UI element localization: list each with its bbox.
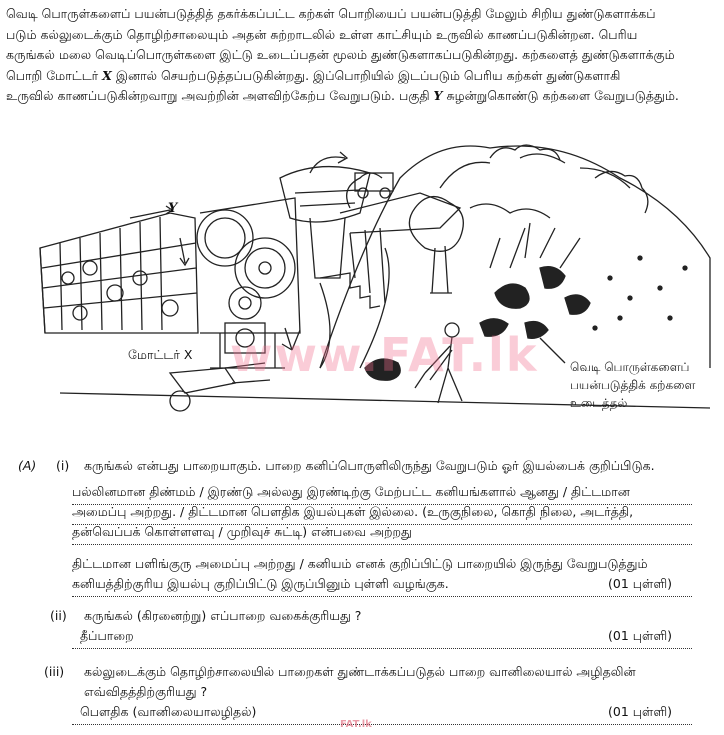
q2-number: (ii) <box>50 608 67 623</box>
footer-watermark: FAT.lk <box>340 719 372 730</box>
dotted-line <box>72 724 692 725</box>
q1-answer-line-2: அமைப்பு அற்றது. / திட்டமான பௌதிக இயல்புகள் இல்லை. (உருகுநிலை, கொதி நிலை, அடர்த்தி, <box>72 504 634 519</box>
watermark: www.FAT.lk <box>230 328 539 382</box>
q2-answer: தீப்பாறை <box>80 628 134 643</box>
dotted-line <box>72 596 692 597</box>
intro-line-2: படும் கல்லுடைக்கும் தொழிற்சாலையும் அதன் சுற்றாடலில் உள்ள காட்சியும் உருவில் காணப்படுகின்றன. பெரிய <box>6 26 638 42</box>
q3-text-line-1: கல்லுடைக்கும் தொழிற்சாலையில் பாறைகள் துண்டாக்கப்படுதல் பாறை வானிலையால் அழிதலின் <box>84 664 636 679</box>
motor-x-label: மோட்டர் X <box>128 347 193 362</box>
dotted-line <box>72 544 692 545</box>
q1-text: கருங்கல் என்பது பாறையாகும். பாறை கனிப்பொருளிலிருந்து வேறுபடும் ஓர் இயல்பைக் குறிப்பிடுக. <box>84 458 655 473</box>
q3-answer: பௌதிக (வானிலையாலழிதல்) <box>80 704 257 719</box>
dotted-line <box>72 648 692 649</box>
intro-line-3: கருங்கல் மலை வெடிப்பொருள்களை இட்டு உடைப்பதன் மூலம் துண்டுகளாகப்படுகின்றது. கற்களைத் துண்டுகளாக்கும் <box>6 47 675 62</box>
q3-marks: (01 புள்ளி) <box>608 704 673 719</box>
intro-line-4: பொறி மோட்டர் X இனால் செயற்படுத்தப்படுகின்றது. இப்பொறியில் இடப்படும் பெரிய கற்கள் துண்டுகளாகி <box>6 67 621 83</box>
q2-marks: (01 புள்ளி) <box>608 628 673 643</box>
section-label: (A) <box>18 458 37 473</box>
intro-line-1: வெடி பொருள்களைப் பயன்படுத்தித் தகர்க்கப்பட்ட கற்கள் பொறியைப் பயன்படுத்தி மேலும் சிறிய துண்டுகளாக்கப் <box>6 6 656 21</box>
q1-answer-line-5: கனியத்திற்குரிய இயல்பு குறிப்பிட்டு இருப்பினும் புள்ளி வழங்குக. <box>72 576 449 591</box>
intro-paragraph <box>6 4 718 107</box>
q3-text-line-2: எவ்விதத்திற்குரியது ? <box>84 684 208 699</box>
q1-answer-line-1: பல்லினமான திண்மம் / இரண்டு அல்லது இரண்டிற்கு மேற்பட்ட கனியங்களால் ஆனது / திட்டமான <box>72 484 630 499</box>
drum-y-label: Y <box>168 201 178 216</box>
q3-number: (iii) <box>44 664 65 679</box>
q2-text: கருங்கல் (கிரனைற்று) எப்பாறை வகைக்குரியது ? <box>84 608 362 623</box>
intro-line-5: உருவில் காணப்படுகின்றவாறு அவற்றின் அளவிற்கேற்ப வேறுபடும். பகுதி Y சுழன்றுகொண்டு கற்களை வேறுபடுத்தும். <box>6 88 679 103</box>
q1-number: (i) <box>56 458 70 473</box>
blast-label: வெடி பொருள்களைப் பயன்படுத்திக் கற்களை உடைத்தல் <box>570 360 696 410</box>
q1-marks: (01 புள்ளி) <box>608 576 673 591</box>
q1-answer-line-3: தன்வெப்பக் கொள்ளளவு / முறிவுச் சுட்டி) என்பவை அற்றது <box>72 524 412 539</box>
q1-answer-line-4: திட்டமான பளிங்குரு அமைப்பு அற்றது / கனியம் எனக் குறிப்பிட்டு பாறையில் இருந்து வேறுபடுத்தும் <box>72 556 648 571</box>
